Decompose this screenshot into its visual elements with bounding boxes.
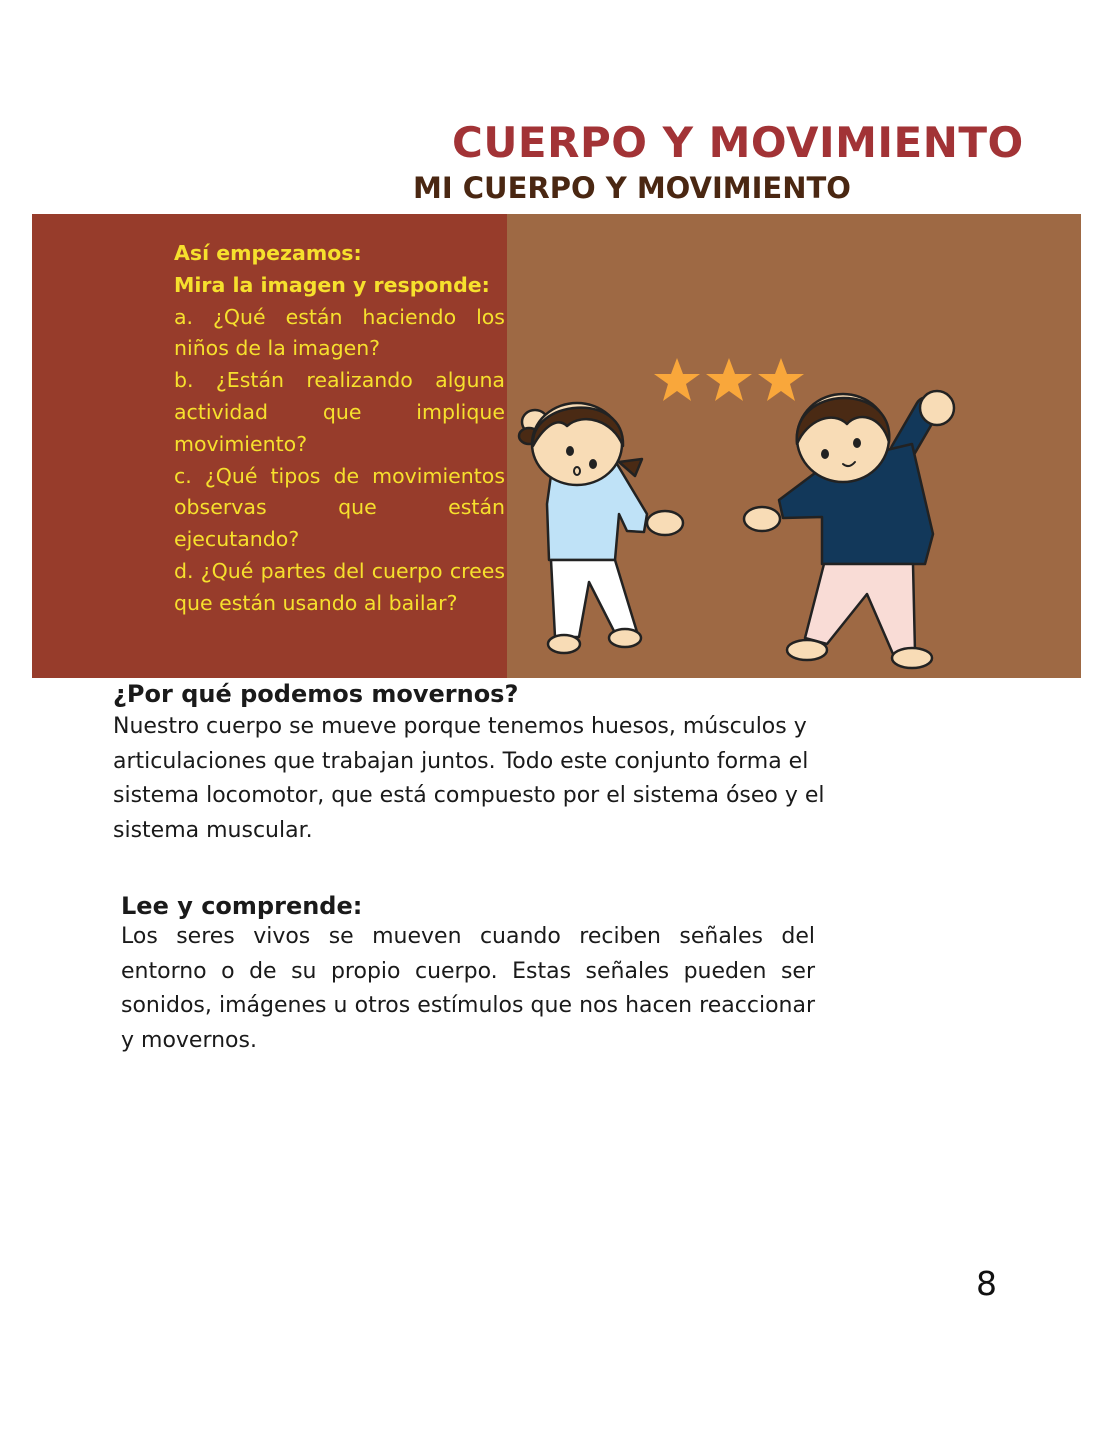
boy-figure xyxy=(744,391,954,668)
section-heading: ¿Por qué podemos movernos? xyxy=(113,680,519,708)
why-we-move-section xyxy=(113,680,873,848)
question-list xyxy=(174,238,505,620)
section-body: Los seres vivos se mueven cuando reciben señales del entorno o de su propio cuerpo. Estas señales pueden ser sonidos, imágenes u otros estímulos que nos hacen reaccionar y movernos. xyxy=(121,924,815,1053)
question-c: c. ¿Qué tipos de movimientos observas que están ejecutando? xyxy=(174,463,505,552)
instruction-label: Mira la imagen y responde: xyxy=(174,272,490,297)
question-d: d. ¿Qué partes del cuerpo crees que están usando al bailar? xyxy=(174,558,505,615)
page-title: CUERPO Y MOVIMIENTO xyxy=(452,118,1024,167)
intro-label: Así empezamos: xyxy=(174,241,362,265)
read-and-understand-section xyxy=(121,892,815,1058)
page-subtitle: MI CUERPO Y MOVIMIENTO xyxy=(413,171,851,205)
dancing-children-illustration xyxy=(507,214,1081,678)
question-a: a. ¿Qué están haciendo los niños de la imagen? xyxy=(174,304,505,361)
intro-banner xyxy=(32,214,1081,678)
section-heading: Lee y comprende: xyxy=(121,892,363,920)
questions-panel xyxy=(32,214,507,678)
section-body: Nuestro cuerpo se mueve porque tenemos huesos, músculos y articulaciones que trabajan juntos. Todo este conjunto forma el sistema locomotor, que está compuesto por el sistema óseo y el sistema muscular. xyxy=(113,714,825,843)
question-b: b. ¿Están realizando alguna actividad que implique movimiento? xyxy=(174,368,505,456)
page-number: 8 xyxy=(976,1264,997,1303)
girl-figure xyxy=(519,403,683,653)
stars-icon xyxy=(654,358,804,401)
